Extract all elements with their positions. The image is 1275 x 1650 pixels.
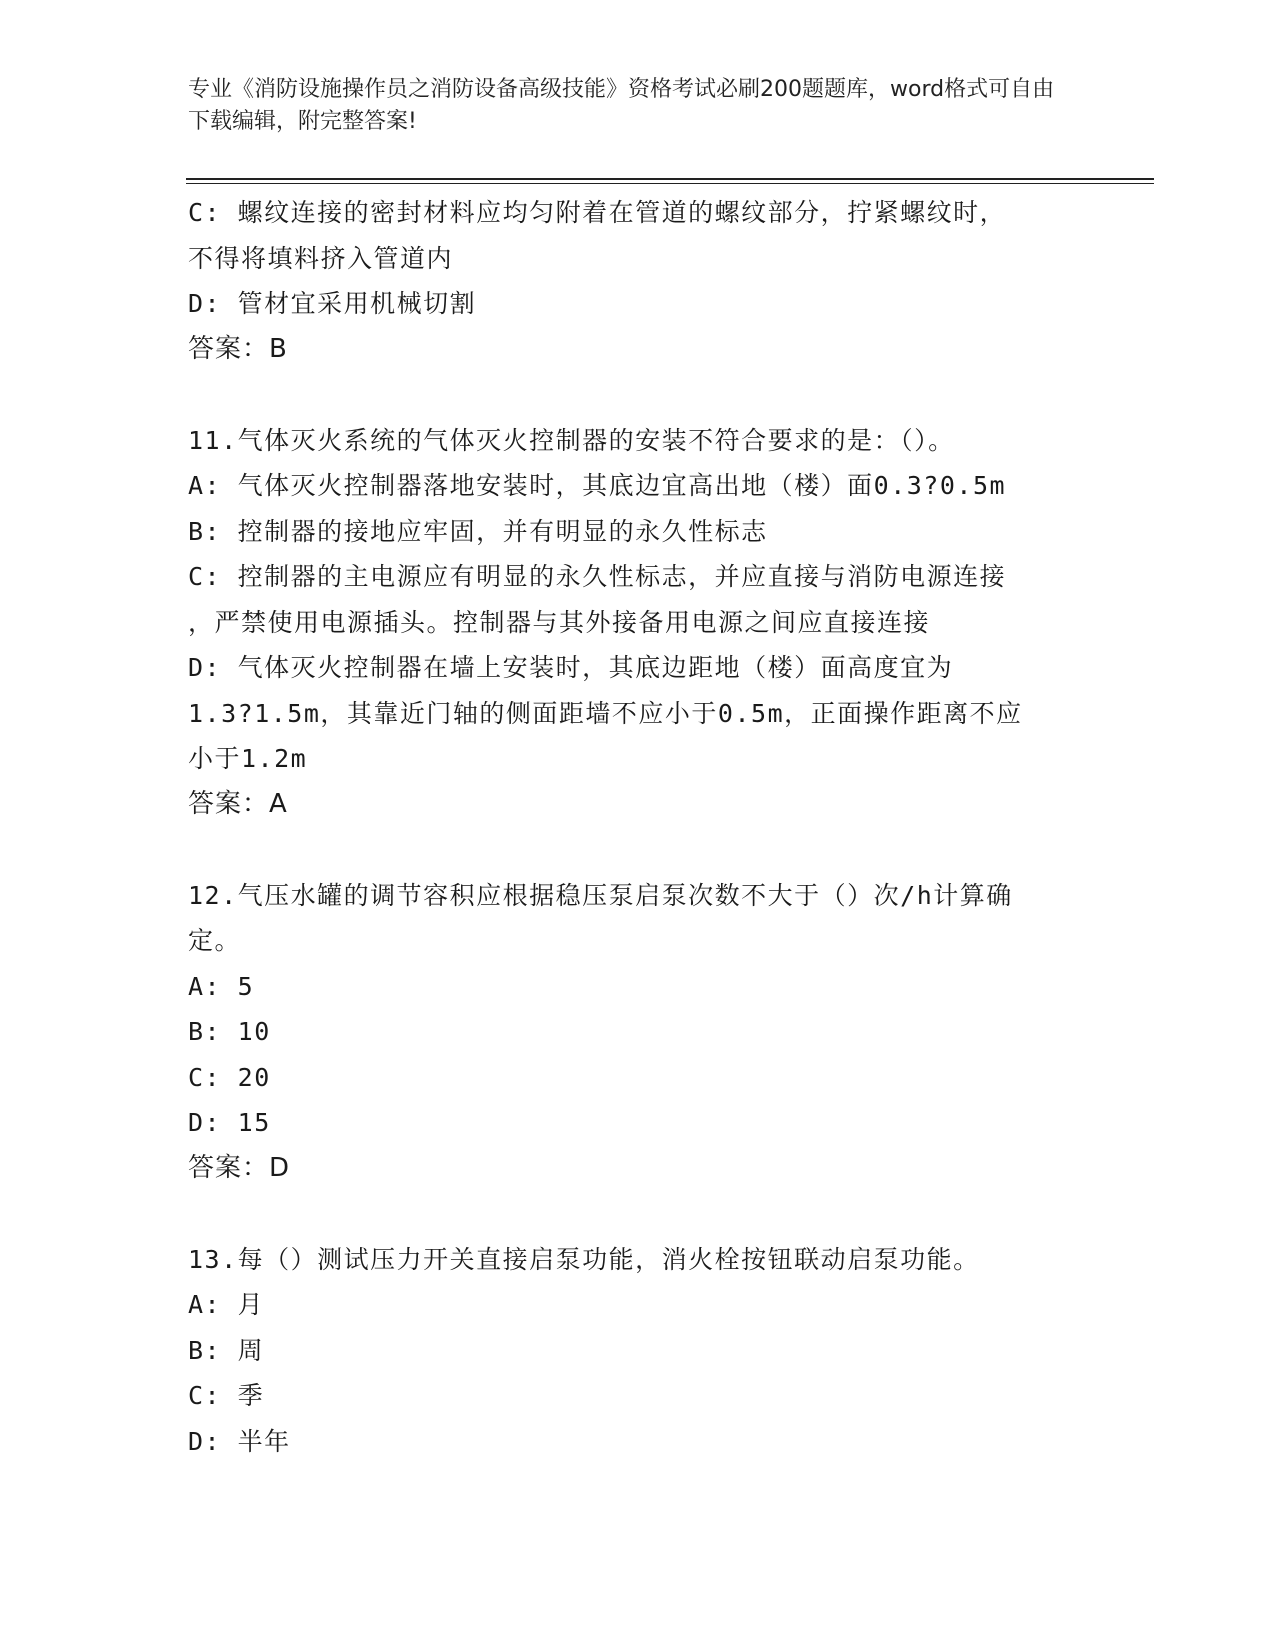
q13-option-a: A: 月 [188, 1290, 265, 1319]
q12-question-line2: 定。 [188, 926, 242, 955]
q12-option-a: A: 5 [188, 971, 255, 1001]
q13-option-b: B: 周 [188, 1335, 265, 1365]
q12-option-d: D: 15 [188, 1108, 271, 1137]
header-divider-thin [186, 183, 1154, 184]
q12-option-c: C: 20 [188, 1062, 271, 1092]
q12-question-line1: 12.气压水罐的调节容积应根据稳压泵启泵次数不大于（）次/h计算确 [188, 880, 1013, 910]
q13-option-d: D: 半年 [188, 1426, 291, 1456]
q12-answer: 答案：D [188, 1152, 291, 1183]
q13-question: 13.每（）测试压力开关直接启泵功能，消火栓按钮联动启泵功能。 [188, 1244, 980, 1274]
q11-option-d-line2: 1.3?1.5m，其靠近门轴的侧面距墙不应小于0.5m，正面操作距离不应 [188, 698, 1023, 728]
q11-option-b: B: 控制器的接地应牢固，并有明显的永久性标志 [188, 516, 768, 546]
q11-answer: 答案：A [188, 788, 288, 819]
q12-option-b: B: 10 [188, 1017, 271, 1046]
q11-option-d-line3: 小于1.2m [188, 744, 308, 773]
header-divider [186, 178, 1154, 180]
q11-option-c-line1: C: 控制器的主电源应有明显的永久性标志，并应直接与消防电源连接 [188, 562, 1007, 591]
q10-option-d: D: 管材宜采用机械切割 [188, 289, 477, 318]
q11-option-d-line1: D: 气体灭火控制器在墙上安装时，其底边距地（楼）面高度宜为 [188, 653, 954, 682]
q11-question: 11.气体灭火系统的气体灭火控制器的安装不符合要求的是：（）。 [188, 425, 955, 455]
q10-option-c-line2: 不得将填料挤入管道内 [188, 243, 454, 273]
spacer [188, 1191, 1088, 1237]
document-header: 专业《消防设施操作员之消防设备高级技能》资格考试必刷200题题库，word格式可自由下载编辑，附完整答案! [188, 77, 1055, 134]
q11-option-a: A: 气体灭火控制器落地安装时，其底边宜高出地（楼）面0.3?0.5m [188, 471, 1007, 500]
q10-answer: 答案：B [188, 333, 288, 364]
q13-option-c: C: 季 [188, 1381, 265, 1410]
question-content [188, 190, 1088, 1464]
spacer [188, 372, 1088, 418]
q11-option-c-line2: ，严禁使用电源插头。控制器与其外接备用电源之间应直接连接 [188, 607, 931, 637]
spacer [188, 827, 1088, 873]
q10-option-c-line1: C: 螺纹连接的密封材料应均匀附着在管道的螺纹部分，拧紧螺纹时， [188, 198, 1007, 227]
